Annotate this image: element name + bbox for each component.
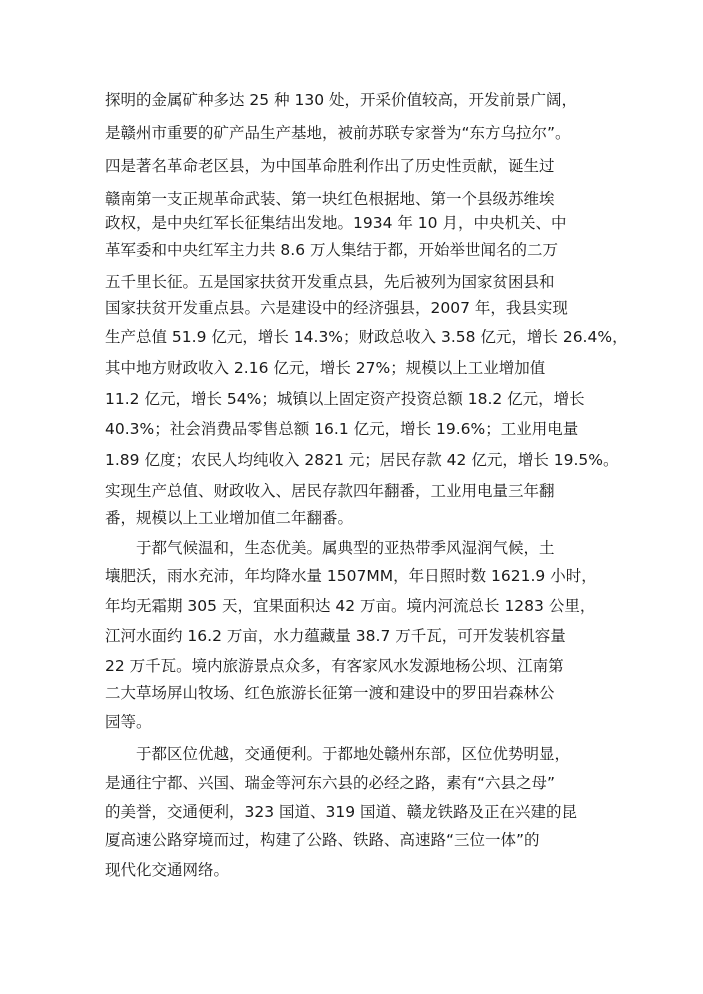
text-line: 政权，是中央红军长征集结出发地。1934 年 10 月，中央机关、中 — [105, 214, 567, 232]
text-line: 年均无霜期 305 天，宜果面积达 42 万亩。境内河流总长 1283 公里， — [105, 597, 596, 615]
text-line: 其中地方财政收入 2.16 亿元，增长 27%；规模以上工业增加值 — [105, 359, 546, 377]
text-line: 园等。 — [105, 713, 152, 731]
text-line: 厦高速公路穿境而过，构建了公路、铁路、高速路“三位一体”的 — [105, 831, 540, 849]
text-line: 江河水面约 16.2 万亩，水力蕴藏量 38.7 万千瓦，可开发装机容量 — [105, 627, 566, 645]
text-line: 22 万千瓦。境内旅游景点众多，有客家风水发源地杨公坝、江南第 — [105, 657, 564, 675]
text-line: 探明的金属矿种多达 25 种 130 处，开采价值较高，开发前景广阔， — [105, 91, 578, 109]
text-line: 五千里长征。五是国家扶贫开发重点县，先后被列为国家贫困县和 — [105, 273, 555, 291]
text-line: 40.3%；社会消费品零售总额 16.1 亿元，增长 19.6%；工业用电量 — [105, 420, 579, 438]
text-line: 现代化交通网络。 — [105, 861, 230, 879]
text-line: 的美誉，交通便利，323 国道、319 国道、赣龙铁路及正在兴建的昆 — [105, 803, 578, 821]
text-line: 实现生产总值、财政收入、居民存款四年翻番，工业用电量三年翻 — [105, 482, 555, 500]
paragraph-first-line: 于都气候温和，生态优美。属典型的亚热带季风湿润气候，土 — [136, 539, 555, 557]
text-line: 是赣州市重要的矿产品生产基地，被前苏联专家誉为“东方乌拉尔”。 — [105, 124, 571, 142]
text-line: 四是著名革命老区县，为中国革命胜利作出了历史性贡献，诞生过 — [105, 157, 555, 175]
text-line: 壤肥沃，雨水充沛，年均降水量 1507MM，年日照时数 1621.9 小时， — [105, 567, 597, 585]
text-line: 二大草场屏山牧场、红色旅游长征第一渡和建设中的罗田岩森林公 — [105, 684, 555, 702]
text-line: 11.2 亿元，增长 54%；城镇以上固定资产投资总额 18.2 亿元，增长 — [105, 390, 585, 408]
paragraph-first-line: 于都区位优越，交通便利。于都地处赣州东部，区位优势明显， — [136, 745, 571, 763]
text-line: 生产总值 51.9 亿元，增长 14.3%；财政总收入 3.58 亿元，增长 26.4%， — [105, 328, 628, 346]
text-line: 番，规模以上工业增加值二年翻番。 — [105, 509, 354, 527]
text-line: 国家扶贫开发重点县。六是建设中的经济强县，2007 年，我县实现 — [105, 299, 568, 317]
text-line: 1.89 亿度；农民人均纯收入 2821 元；居民存款 42 亿元，增长 19.5%。 — [105, 451, 619, 469]
text-line: 赣南第一支正规革命武装、第一块红色根据地、第一个县级苏维埃 — [105, 190, 555, 208]
text-line: 是通往宁都、兴国、瑞金等河东六县的必经之路，素有“六县之母” — [105, 774, 556, 792]
text-line: 革军委和中央红军主力共 8.6 万人集结于都，开始举世闻名的二万 — [105, 241, 559, 259]
